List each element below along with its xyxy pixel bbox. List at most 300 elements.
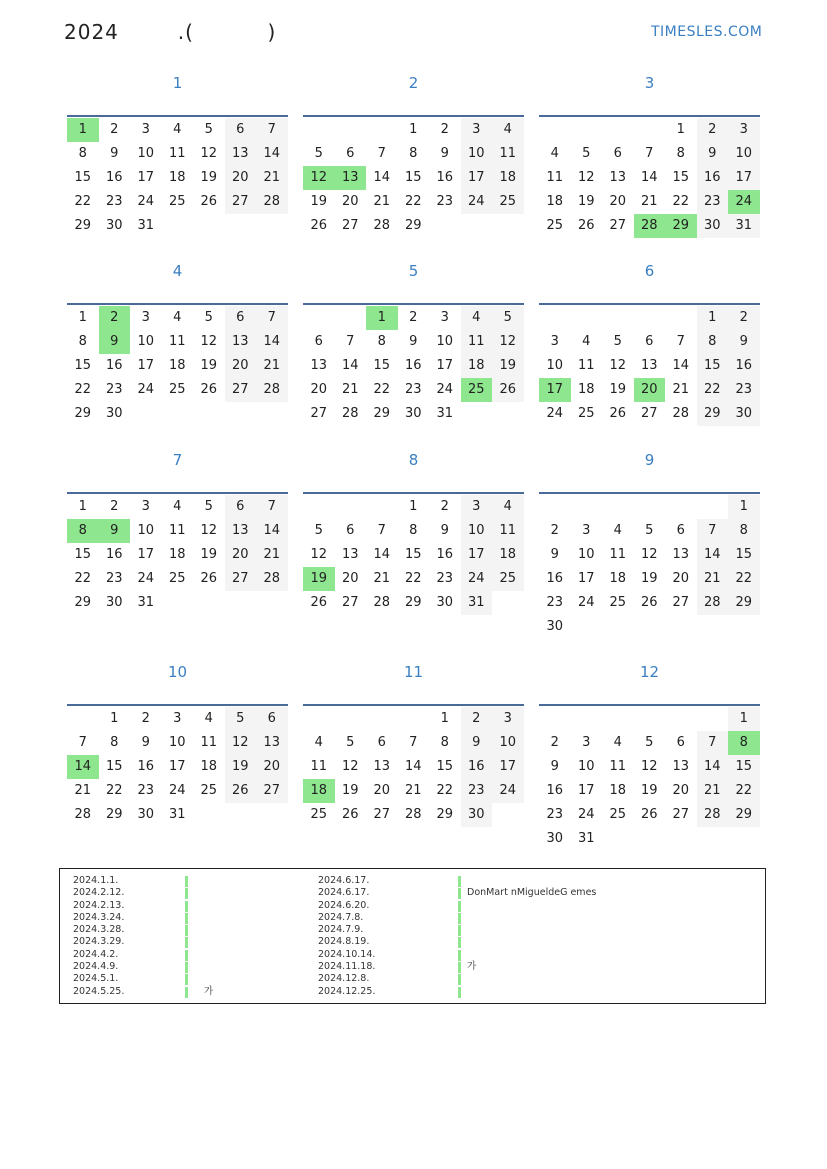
month-title: 3 <box>644 74 655 92</box>
day-cell: 21 <box>640 194 658 209</box>
holiday-date: 2024.7.9. <box>318 924 364 936</box>
weekend-day-cell: 17 <box>492 755 524 779</box>
day-cell: 3 <box>440 310 449 325</box>
weekend-day-cell: 18 <box>461 354 493 378</box>
day-cell: 15 <box>373 358 391 373</box>
day-cell: 25 <box>168 194 186 209</box>
day-cell: 12 <box>200 334 218 349</box>
day-cell: 12 <box>640 547 658 562</box>
month-title: 9 <box>644 451 655 469</box>
holiday-day-cell: 8 <box>67 519 99 543</box>
day-cell: 20 <box>672 783 690 798</box>
holiday-row <box>318 961 738 973</box>
day-cell: 5 <box>314 523 323 538</box>
day-cell: 5 <box>645 735 654 750</box>
month-4 <box>67 262 288 462</box>
day-cell: 12 <box>200 146 218 161</box>
holiday-date: 2024.5.1. <box>73 973 119 985</box>
weekend-day-cell: 26 <box>492 378 524 402</box>
day-cell: 28 <box>404 807 422 822</box>
day-cell: 20 <box>341 194 359 209</box>
day-cell: 3 <box>582 735 591 750</box>
day-cell: 8 <box>676 146 685 161</box>
day-cell: 15 <box>74 547 92 562</box>
holiday-name: 가 <box>204 985 214 997</box>
day-cell: 22 <box>105 783 123 798</box>
weekend-day-cell: 28 <box>697 591 729 615</box>
month-7 <box>67 451 288 651</box>
holiday-day-cell: 9 <box>99 519 131 543</box>
day-cell: 28 <box>341 406 359 421</box>
day-cell: 9 <box>550 759 559 774</box>
day-cell: 17 <box>137 170 155 185</box>
day-cell: 25 <box>546 218 564 233</box>
holiday-day-cell: 14 <box>67 755 99 779</box>
day-cell: 7 <box>645 146 654 161</box>
day-cell: 5 <box>204 499 213 514</box>
weekend-day-cell: 15 <box>697 354 729 378</box>
month-divider <box>67 704 288 706</box>
weekend-day-cell: 10 <box>492 731 524 755</box>
day-cell: 17 <box>168 759 186 774</box>
day-cell: 22 <box>672 194 690 209</box>
day-cell: 15 <box>672 170 690 185</box>
day-cell: 12 <box>609 358 627 373</box>
weekend-day-cell: 24 <box>461 190 493 214</box>
day-cell: 8 <box>78 334 87 349</box>
holiday-marker <box>185 937 188 948</box>
weekend-day-cell: 7 <box>256 306 288 330</box>
day-cell: 11 <box>546 170 564 185</box>
brand-logo-text[interactable]: TIMESLES.COM <box>651 24 763 40</box>
holiday-date: 2024.5.25. <box>73 985 125 997</box>
month-1 <box>67 74 288 274</box>
weekend-day-cell: 12 <box>492 330 524 354</box>
day-cell: 14 <box>341 358 359 373</box>
month-divider <box>539 115 760 117</box>
day-cell: 22 <box>404 571 422 586</box>
weekend-day-cell: 8 <box>728 519 760 543</box>
day-cell: 24 <box>577 807 595 822</box>
weekend-day-cell: 1 <box>728 707 760 731</box>
holiday-date: 2024.3.28. <box>73 924 125 936</box>
holiday-day-cell: 8 <box>728 731 760 755</box>
day-cell: 13 <box>609 170 627 185</box>
day-cell: 2 <box>550 735 559 750</box>
day-cell: 30 <box>546 619 564 634</box>
day-cell: 24 <box>436 382 454 397</box>
weekend-day-cell: 14 <box>256 330 288 354</box>
holiday-marker <box>185 962 188 973</box>
day-cell: 6 <box>346 523 355 538</box>
day-cell: 1 <box>78 499 87 514</box>
holiday-name: 가 <box>467 961 477 973</box>
weekend-day-cell: 10 <box>461 142 493 166</box>
day-cell: 7 <box>377 146 386 161</box>
weekend-day-cell: 25 <box>492 190 524 214</box>
month-divider <box>303 303 524 305</box>
holiday-marker <box>185 987 188 998</box>
month-divider <box>539 303 760 305</box>
day-cell: 11 <box>168 146 186 161</box>
day-cell: 21 <box>341 382 359 397</box>
holiday-day-cell: 18 <box>303 779 335 803</box>
day-cell: 19 <box>609 382 627 397</box>
day-cell: 12 <box>310 547 328 562</box>
day-cell: 17 <box>137 358 155 373</box>
day-cell: 26 <box>640 595 658 610</box>
day-cell: 25 <box>168 382 186 397</box>
weekend-day-cell: 7 <box>256 495 288 519</box>
weekend-day-cell: 20 <box>225 166 257 190</box>
weekend-day-cell: 5 <box>492 306 524 330</box>
day-cell: 6 <box>314 334 323 349</box>
day-cell: 25 <box>609 807 627 822</box>
day-cell: 7 <box>78 735 87 750</box>
day-cell: 18 <box>168 170 186 185</box>
weekend-day-cell: 7 <box>256 118 288 142</box>
weekend-day-cell: 17 <box>728 166 760 190</box>
day-cell: 17 <box>577 571 595 586</box>
day-cell: 5 <box>314 146 323 161</box>
day-cell: 18 <box>577 382 595 397</box>
weekend-day-cell: 6 <box>256 707 288 731</box>
holiday-day-cell: 17 <box>539 378 571 402</box>
weekend-day-cell: 18 <box>492 166 524 190</box>
day-cell: 1 <box>409 499 418 514</box>
day-cell: 11 <box>168 334 186 349</box>
day-cell: 14 <box>373 170 391 185</box>
weekend-day-cell: 22 <box>728 567 760 591</box>
day-cell: 31 <box>137 218 155 233</box>
day-cell: 4 <box>550 146 559 161</box>
day-cell: 11 <box>310 759 328 774</box>
day-cell: 2 <box>110 122 119 137</box>
weekend-day-cell: 28 <box>256 378 288 402</box>
day-cell: 10 <box>436 334 454 349</box>
day-cell: 25 <box>577 406 595 421</box>
day-cell: 27 <box>341 218 359 233</box>
holiday-date: 2024.10.14. <box>318 948 376 960</box>
day-cell: 7 <box>346 334 355 349</box>
day-cell: 23 <box>137 783 155 798</box>
day-cell: 3 <box>141 310 150 325</box>
day-cell: 24 <box>137 194 155 209</box>
day-cell: 11 <box>577 358 595 373</box>
day-cell: 7 <box>409 735 418 750</box>
day-cell: 28 <box>74 807 92 822</box>
holiday-date: 2024.7.8. <box>318 911 364 923</box>
weekend-day-cell: 28 <box>697 803 729 827</box>
weekend-day-cell: 18 <box>492 543 524 567</box>
weekend-day-cell: 14 <box>256 142 288 166</box>
day-cell: 10 <box>168 735 186 750</box>
weekend-day-cell: 4 <box>492 118 524 142</box>
day-cell: 10 <box>546 358 564 373</box>
day-cell: 5 <box>582 146 591 161</box>
weekend-day-cell: 27 <box>256 779 288 803</box>
day-cell: 31 <box>137 595 155 610</box>
day-cell: 19 <box>640 571 658 586</box>
month-divider <box>303 115 524 117</box>
holiday-marker <box>458 888 461 899</box>
day-cell: 8 <box>409 146 418 161</box>
day-cell: 10 <box>137 523 155 538</box>
day-cell: 21 <box>672 382 690 397</box>
month-title: 11 <box>403 663 424 681</box>
weekend-day-cell: 3 <box>461 495 493 519</box>
weekend-day-cell: 28 <box>256 567 288 591</box>
holiday-list <box>59 868 766 1004</box>
weekend-day-cell: 14 <box>256 519 288 543</box>
weekend-day-cell: 21 <box>256 166 288 190</box>
day-cell: 1 <box>409 122 418 137</box>
day-cell: 14 <box>404 759 422 774</box>
day-cell: 23 <box>436 194 454 209</box>
day-cell: 19 <box>640 783 658 798</box>
holiday-marker <box>458 987 461 998</box>
day-cell: 12 <box>200 523 218 538</box>
month-title: 1 <box>172 74 183 92</box>
weekend-day-cell: 11 <box>461 330 493 354</box>
holiday-day-cell: 9 <box>99 330 131 354</box>
month-9 <box>539 451 760 651</box>
weekend-day-cell: 30 <box>728 402 760 426</box>
day-cell: 17 <box>137 547 155 562</box>
day-cell: 11 <box>609 547 627 562</box>
day-cell: 16 <box>137 759 155 774</box>
month-title: 4 <box>172 262 183 280</box>
weekend-day-cell: 12 <box>225 731 257 755</box>
day-cell: 26 <box>200 382 218 397</box>
holiday-day-cell: 25 <box>461 378 493 402</box>
day-cell: 29 <box>373 406 391 421</box>
weekend-day-cell: 6 <box>225 495 257 519</box>
holiday-date: 2024.3.29. <box>73 936 125 948</box>
holiday-date: 2024.11.18. <box>318 961 376 973</box>
day-cell: 16 <box>105 358 123 373</box>
month-divider <box>303 704 524 706</box>
holiday-marker <box>458 950 461 961</box>
holiday-row <box>318 912 738 924</box>
day-cell: 1 <box>110 711 119 726</box>
day-cell: 13 <box>640 358 658 373</box>
weekend-day-cell: 23 <box>461 779 493 803</box>
holiday-marker <box>185 876 188 887</box>
day-cell: 27 <box>373 807 391 822</box>
holiday-day-cell: 24 <box>728 190 760 214</box>
day-cell: 26 <box>341 807 359 822</box>
day-cell: 23 <box>105 571 123 586</box>
weekend-day-cell: 9 <box>461 731 493 755</box>
day-cell: 8 <box>440 735 449 750</box>
weekend-day-cell: 23 <box>728 378 760 402</box>
holiday-day-cell: 1 <box>366 306 398 330</box>
day-cell: 15 <box>404 547 422 562</box>
weekend-day-cell: 10 <box>461 519 493 543</box>
month-5 <box>303 262 524 462</box>
day-cell: 30 <box>105 218 123 233</box>
day-cell: 16 <box>105 547 123 562</box>
month-divider <box>67 492 288 494</box>
holiday-date: 2024.2.13. <box>73 899 125 911</box>
day-cell: 8 <box>78 146 87 161</box>
holiday-date: 2024.6.17. <box>318 875 370 886</box>
holiday-marker <box>458 962 461 973</box>
day-cell: 5 <box>645 523 654 538</box>
day-cell: 20 <box>341 571 359 586</box>
weekend-day-cell: 20 <box>225 543 257 567</box>
day-cell: 12 <box>640 759 658 774</box>
day-cell: 24 <box>137 571 155 586</box>
weekend-day-cell: 6 <box>225 306 257 330</box>
weekend-day-cell: 19 <box>225 755 257 779</box>
day-cell: 4 <box>613 735 622 750</box>
holiday-row <box>318 887 738 899</box>
day-cell: 24 <box>546 406 564 421</box>
day-cell: 22 <box>404 194 422 209</box>
day-cell: 3 <box>141 499 150 514</box>
day-cell: 2 <box>409 310 418 325</box>
month-title: 12 <box>639 663 660 681</box>
weekend-day-cell: 11 <box>492 142 524 166</box>
day-cell: 18 <box>546 194 564 209</box>
weekend-day-cell: 20 <box>225 354 257 378</box>
day-cell: 10 <box>137 146 155 161</box>
holiday-date: 2024.12.8. <box>318 973 370 985</box>
holiday-day-cell: 28 <box>634 214 666 238</box>
weekend-day-cell: 15 <box>728 543 760 567</box>
day-cell: 15 <box>105 759 123 774</box>
day-cell: 19 <box>577 194 595 209</box>
day-cell: 3 <box>550 334 559 349</box>
holiday-date: 2024.4.9. <box>73 961 119 973</box>
day-cell: 20 <box>310 382 328 397</box>
day-cell: 28 <box>373 218 391 233</box>
day-cell: 22 <box>373 382 391 397</box>
day-cell: 24 <box>137 382 155 397</box>
day-cell: 4 <box>314 735 323 750</box>
day-cell: 29 <box>74 595 92 610</box>
day-cell: 31 <box>168 807 186 822</box>
day-cell: 19 <box>200 170 218 185</box>
day-cell: 4 <box>173 499 182 514</box>
day-cell: 7 <box>377 523 386 538</box>
day-cell: 18 <box>200 759 218 774</box>
day-cell: 2 <box>440 499 449 514</box>
day-cell: 7 <box>676 334 685 349</box>
day-cell: 26 <box>609 406 627 421</box>
day-cell: 27 <box>310 406 328 421</box>
month-3 <box>539 74 760 274</box>
holiday-date: 2024.12.25. <box>318 985 376 997</box>
day-cell: 15 <box>404 170 422 185</box>
day-cell: 10 <box>137 334 155 349</box>
day-cell: 26 <box>310 218 328 233</box>
weekend-day-cell: 2 <box>461 707 493 731</box>
weekend-day-cell: 10 <box>728 142 760 166</box>
holiday-row <box>318 936 738 948</box>
holiday-date: 2024.1.1. <box>73 875 119 886</box>
holiday-name: DonMart nMigueldeG emes <box>467 887 597 899</box>
day-cell: 13 <box>341 547 359 562</box>
weekend-day-cell: 20 <box>256 755 288 779</box>
day-cell: 29 <box>74 406 92 421</box>
weekend-day-cell: 24 <box>492 779 524 803</box>
day-cell: 16 <box>436 547 454 562</box>
day-cell: 30 <box>137 807 155 822</box>
holiday-row <box>318 986 738 998</box>
holiday-marker <box>185 974 188 985</box>
holiday-marker <box>458 901 461 912</box>
day-cell: 5 <box>346 735 355 750</box>
month-title: 6 <box>644 262 655 280</box>
weekend-day-cell: 3 <box>728 118 760 142</box>
holiday-marker <box>185 888 188 899</box>
day-cell: 4 <box>204 711 213 726</box>
day-cell: 27 <box>609 218 627 233</box>
day-cell: 23 <box>546 807 564 822</box>
day-cell: 2 <box>141 711 150 726</box>
day-cell: 3 <box>173 711 182 726</box>
month-divider <box>67 303 288 305</box>
weekend-day-cell: 7 <box>697 519 729 543</box>
day-cell: 11 <box>609 759 627 774</box>
month-2 <box>303 74 524 274</box>
weekend-day-cell: 21 <box>697 567 729 591</box>
day-cell: 23 <box>436 571 454 586</box>
day-cell: 27 <box>640 406 658 421</box>
weekend-day-cell: 16 <box>461 755 493 779</box>
weekend-day-cell: 16 <box>697 166 729 190</box>
weekend-day-cell: 14 <box>697 755 729 779</box>
holiday-date: 2024.6.20. <box>318 899 370 911</box>
day-cell: 4 <box>613 523 622 538</box>
weekend-day-cell: 31 <box>728 214 760 238</box>
day-cell: 30 <box>404 406 422 421</box>
day-cell: 22 <box>436 783 454 798</box>
day-cell: 9 <box>141 735 150 750</box>
day-cell: 25 <box>609 595 627 610</box>
holiday-day-cell: 12 <box>303 166 335 190</box>
day-cell: 20 <box>672 571 690 586</box>
day-cell: 26 <box>310 595 328 610</box>
day-cell: 26 <box>640 807 658 822</box>
day-cell: 10 <box>577 547 595 562</box>
weekend-day-cell: 6 <box>225 118 257 142</box>
month-divider <box>303 492 524 494</box>
weekend-day-cell: 25 <box>492 567 524 591</box>
day-cell: 16 <box>436 170 454 185</box>
day-cell: 1 <box>676 122 685 137</box>
month-title: 10 <box>167 663 188 681</box>
day-cell: 9 <box>550 547 559 562</box>
holiday-marker <box>185 950 188 961</box>
weekend-day-cell: 13 <box>256 731 288 755</box>
holiday-day-cell: 20 <box>634 378 666 402</box>
holiday-list-right <box>318 875 738 998</box>
holiday-marker <box>458 876 461 887</box>
day-cell: 22 <box>74 382 92 397</box>
weekend-day-cell: 27 <box>225 190 257 214</box>
holiday-row <box>318 949 738 961</box>
day-cell: 6 <box>613 146 622 161</box>
weekend-day-cell: 22 <box>728 779 760 803</box>
day-cell: 27 <box>341 595 359 610</box>
day-cell: 6 <box>645 334 654 349</box>
weekend-day-cell: 9 <box>728 330 760 354</box>
month-6 <box>539 262 760 462</box>
